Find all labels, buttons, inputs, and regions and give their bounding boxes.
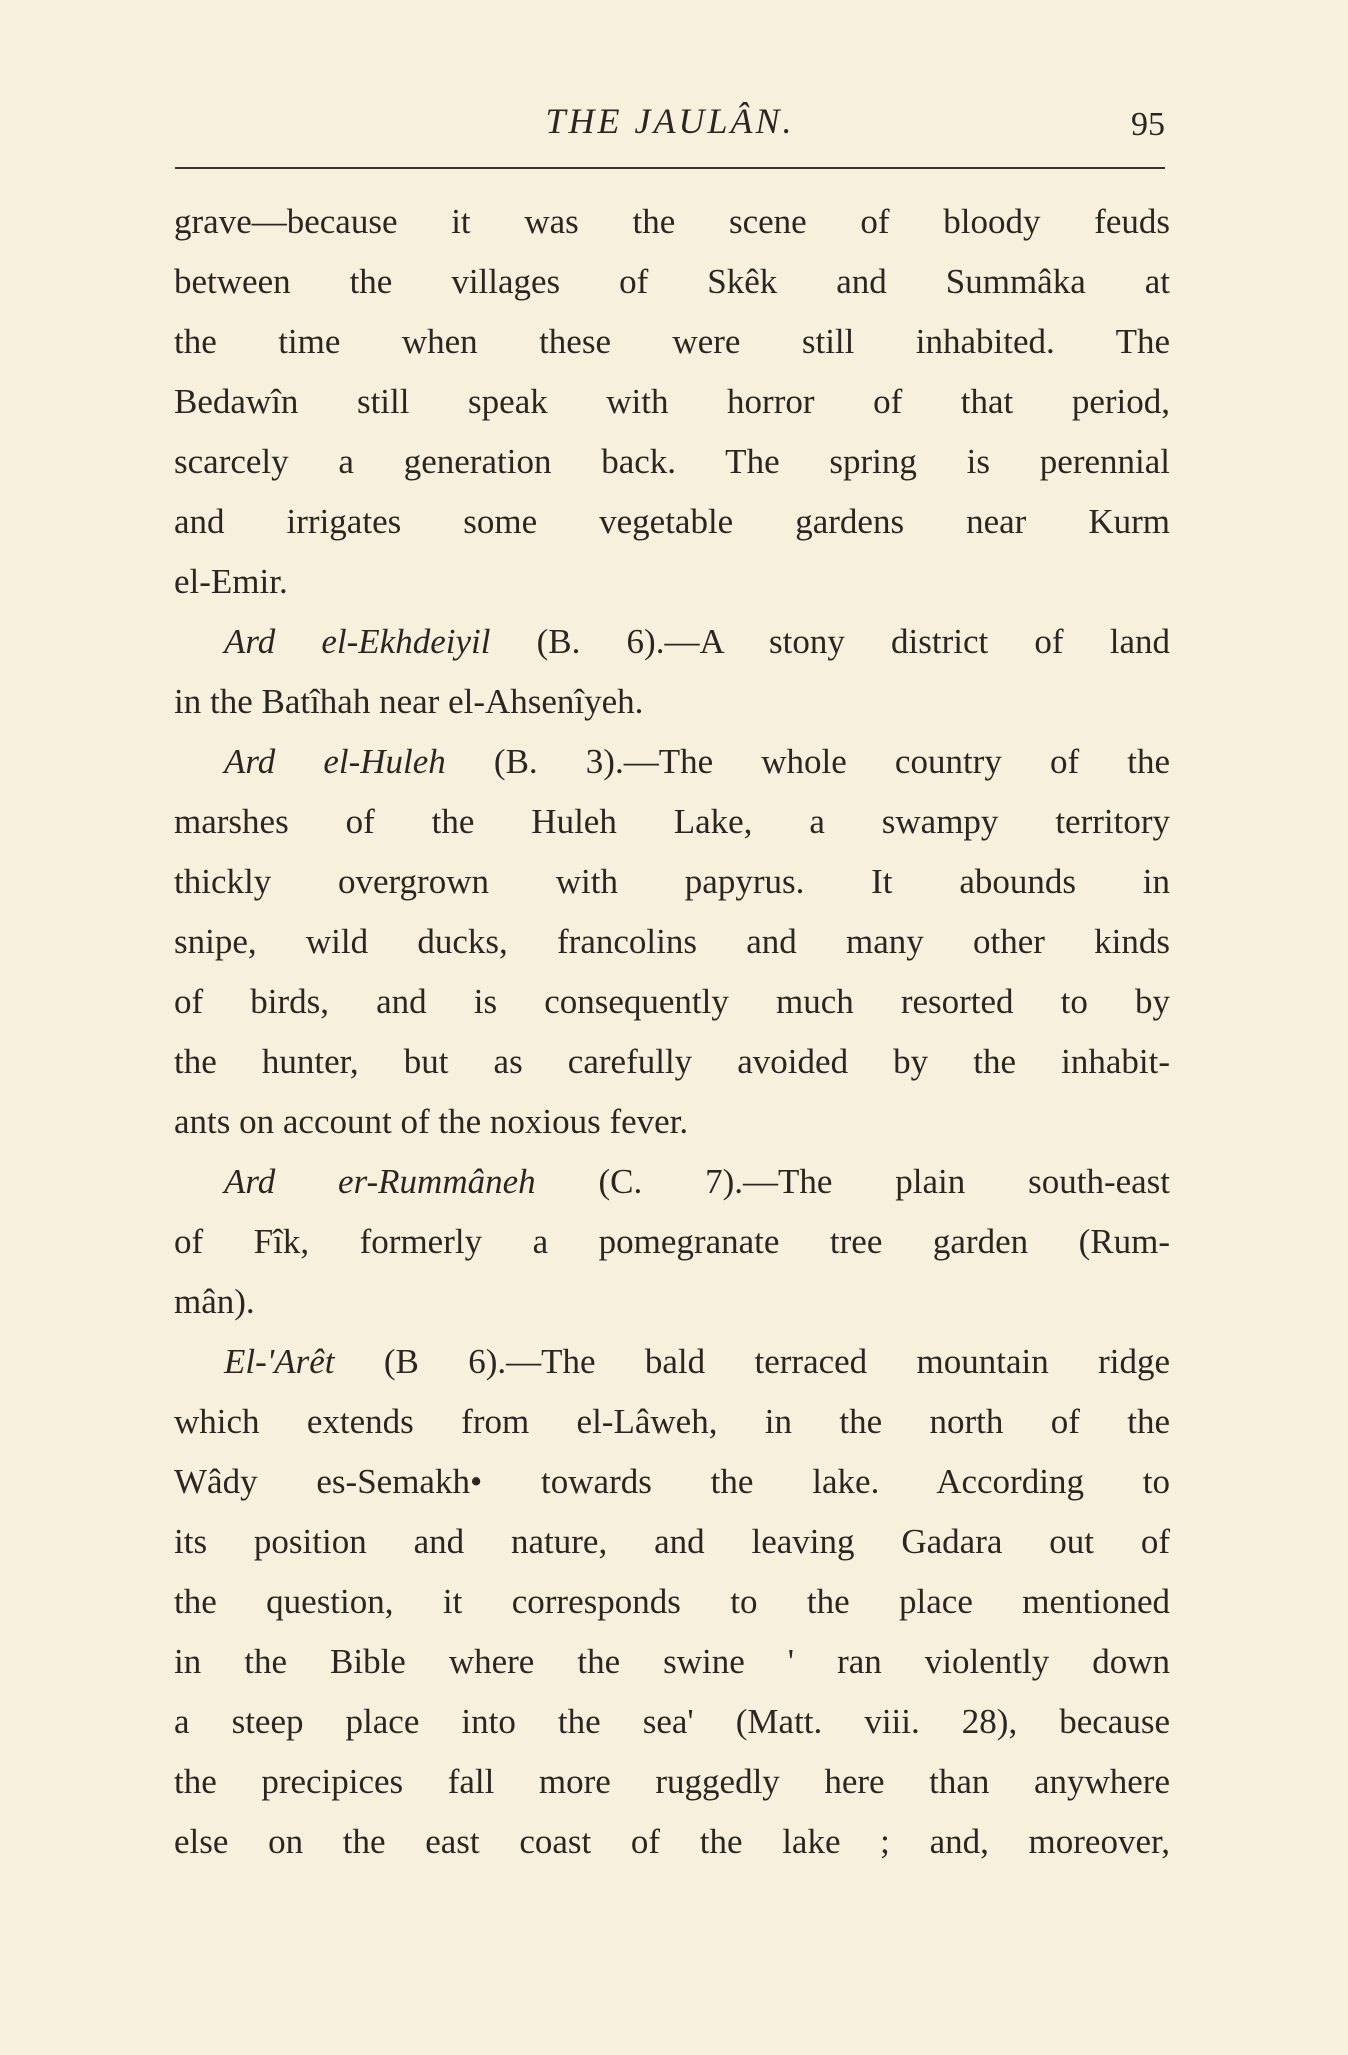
page-number: 95 [1131,106,1165,143]
text-line [174,432,1170,492]
text-line [174,1392,1170,1452]
line-text: the question, it corresponds to the place mentioned [174,1582,1170,1621]
line-text: Bedawîn still speak with horror of that period, [174,382,1170,421]
body-text [174,192,1170,1872]
line-text: (B 6).—The bald terraced mountain ridge [334,1342,1170,1381]
line-text: its position and nature, and leaving Gadara out of [174,1522,1170,1561]
line-text: snipe, wild ducks, francolins and many other kinds [174,922,1170,961]
entry-term: Ard el-Ekhdeiyil [224,622,491,661]
text-line [174,1752,1170,1812]
text-line [174,1572,1170,1632]
line-text: (C. 7).—The plain south-east [535,1162,1171,1201]
text-line [174,312,1170,372]
line-text: a steep place into the sea' (Matt. viii. 28), because [174,1702,1170,1741]
text-line [174,1332,1170,1392]
text-line [174,792,1170,852]
text-line [174,492,1170,552]
text-line [174,732,1170,792]
line-text: mân). [174,1282,255,1321]
line-text: el-Emir. [174,562,288,601]
text-line [174,192,1170,252]
line-text: of Fîk, formerly a pomegranate tree garden (Rum- [174,1222,1170,1261]
line-text: (B. 3).—The whole country of the [445,742,1170,781]
running-head [175,92,1165,152]
text-line [174,552,1170,612]
line-text: grave—because it was the scene of bloody feuds [174,202,1170,241]
text-line [174,1212,1170,1272]
text-line [174,852,1170,912]
running-title: THE JAULÂN. [545,101,795,141]
line-text: and irrigates some vegetable gardens near Kurm [174,502,1170,541]
text-line [174,1812,1170,1872]
text-line [174,1452,1170,1512]
line-text: the time when these were still inhabited. The [174,322,1170,361]
line-text: in the Batîhah near el-Ahsenîyeh. [174,682,644,721]
text-line [174,612,1170,672]
text-line [174,1032,1170,1092]
entry-term: Ard el-Huleh [224,742,446,781]
line-text: else on the east coast of the lake ; and, moreover, [174,1822,1170,1861]
line-text: between the villages of Skêk and Summâka at [174,262,1170,301]
entry-term: El-'Arêt [224,1342,335,1381]
line-text: scarcely a generation back. The spring is perennial [174,442,1170,481]
line-text: (B. 6).—A stony district of land [490,622,1170,661]
line-text: Wâdy es-Semakh• towards the lake. According to [174,1462,1170,1501]
text-line [174,252,1170,312]
line-text: thickly overgrown with papyrus. It abounds in [174,862,1170,901]
line-text: the precipices fall more ruggedly here than anywhere [174,1762,1170,1801]
line-text: which extends from el-Lâweh, in the north of the [174,1402,1170,1441]
text-line [174,1632,1170,1692]
line-text: in the Bible where the swine ' ran violently down [174,1642,1170,1681]
text-line [174,1152,1170,1212]
text-line [174,372,1170,432]
line-text: ants on account of the noxious fever. [174,1102,689,1141]
line-text: marshes of the Huleh Lake, a swampy territory [174,802,1170,841]
text-line [174,1272,1170,1332]
line-text: the hunter, but as carefully avoided by the inhabit- [174,1042,1170,1081]
entry-term: Ard er-Rummâneh [224,1162,536,1201]
text-line [174,1512,1170,1572]
text-line [174,912,1170,972]
text-line [174,1092,1170,1152]
line-text: of birds, and is consequently much resorted to by [174,982,1170,1021]
text-line [174,1692,1170,1752]
text-line [174,672,1170,732]
header-rule [175,167,1165,169]
text-line [174,972,1170,1032]
